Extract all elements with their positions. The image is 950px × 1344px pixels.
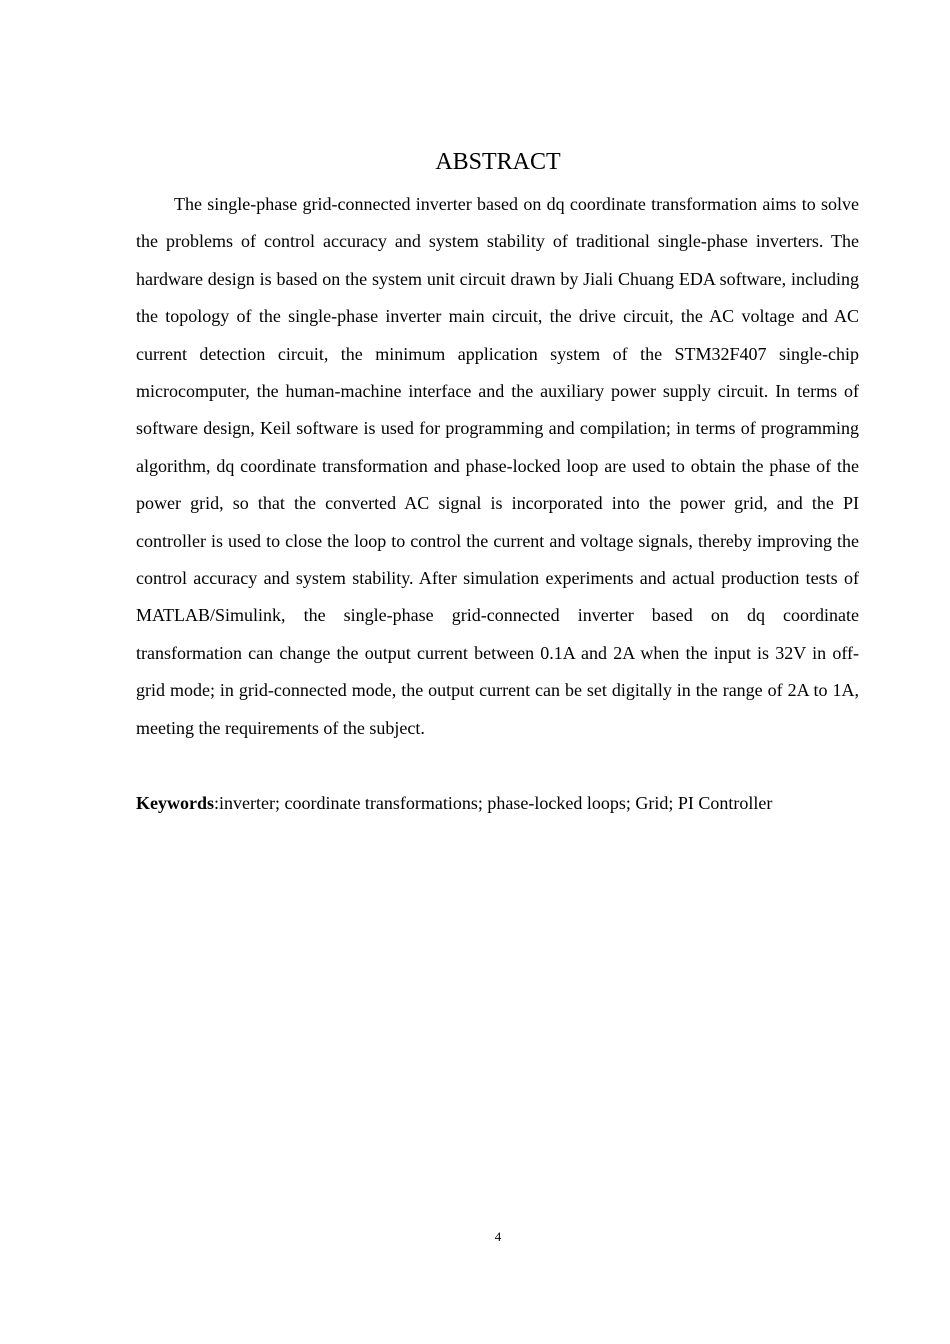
page-number: 4 xyxy=(494,1229,502,1244)
abstract-title: ABSTRACT xyxy=(435,149,561,175)
keywords-label: Keywords xyxy=(136,793,214,813)
keywords-line xyxy=(136,785,859,822)
keywords-text: :inverter; coordinate transformations; phase-locked loops; Grid; PI Controller xyxy=(214,793,773,813)
abstract-body: The single-phase grid-connected inverter based on dq coordinate transformation aims to solve the problems of control accuracy and system stability of traditional single-phase inverters. The hardware design is based on the system unit circuit drawn by Jiali Chuang EDA software, including the topology of the single-phase inverter main circuit, the drive circuit, the AC voltage and AC current detection circuit, the minimum application system of the STM32F407 single-chip microcomputer, the human-machine interface and the auxiliary power supply circuit. In terms of software design, Keil software is used for programming and compilation; in terms of programming algorithm, dq coordinate transformation and phase-locked loop are used to obtain the phase of the power grid, so that the converted AC signal is incorporated into the power grid, and the PI controller is used to close the loop to control the current and voltage signals, thereby improving the control accuracy and system stability. After simulation experiments and actual production tests of MATLAB/Simulink, the single-phase grid-connected inverter based on dq coordinate transformation can change the output current between 0.1A and 2A when the input is 32V in off-grid mode; in grid-connected mode, the output current can be set digitally in the range of 2A to 1A, meeting the requirements of the subject. xyxy=(136,194,859,738)
